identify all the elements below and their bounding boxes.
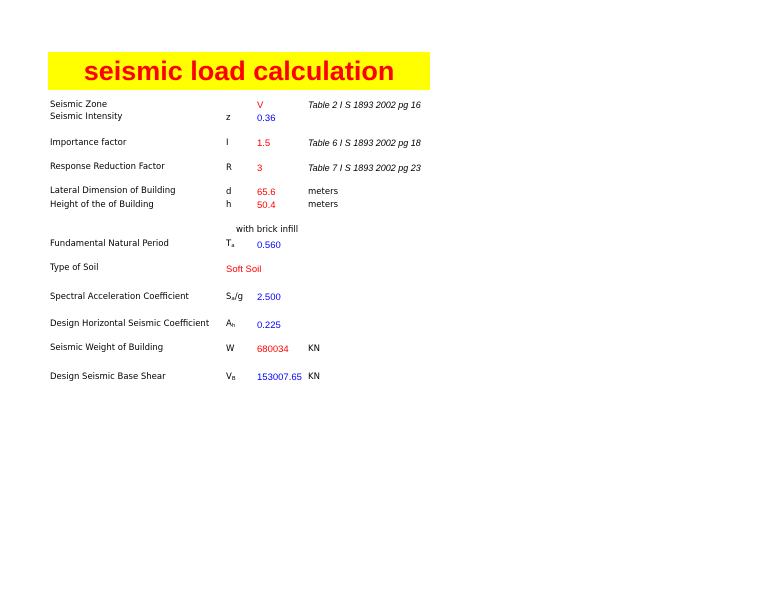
importance-factor-label: Importance factor bbox=[50, 138, 127, 148]
page-title: seismic load calculation bbox=[83, 55, 395, 86]
seismic-weight-value[interactable]: 680034 bbox=[257, 344, 289, 355]
base-shear-unit: KN bbox=[308, 372, 320, 382]
seismic-intensity-label: Seismic Intensity bbox=[50, 112, 123, 122]
importance-factor-reference: Table 6 I S 1893 2002 pg 18 bbox=[308, 138, 421, 148]
importance-factor-value[interactable]: 1.5 bbox=[257, 138, 271, 149]
seismic-zone-label: Seismic Zone bbox=[50, 100, 108, 110]
building-height-label: Height of the of Building bbox=[50, 200, 154, 210]
brick-infill-note: with brick infill bbox=[236, 225, 299, 235]
natural-period-value: 0.560 bbox=[257, 240, 281, 251]
soil-type-value[interactable]: Soft Soil bbox=[226, 264, 262, 275]
base-shear-value: 153007.65 bbox=[257, 372, 302, 383]
soil-type-label: Type of Soil bbox=[50, 263, 99, 273]
horizontal-coefficient-value: 0.225 bbox=[257, 320, 281, 331]
seismic-intensity-value: 0.36 bbox=[257, 113, 276, 124]
horizontal-coefficient-symbol: $A_h$ bbox=[226, 319, 236, 329]
building-height-value[interactable]: 50.4 bbox=[257, 200, 276, 211]
importance-factor-symbol: I bbox=[226, 138, 229, 148]
seismic-weight-label: Seismic Weight of Building bbox=[50, 343, 164, 353]
base-shear-symbol: $V_B$ bbox=[226, 372, 236, 382]
seismic-intensity-symbol: z bbox=[226, 113, 231, 123]
lateral-dimension-label: Lateral Dimension of Building bbox=[50, 186, 176, 196]
spectral-acceleration-symbol: $S_a/g$ bbox=[226, 292, 244, 302]
horizontal-coefficient-label: Design Horizontal Seismic Coefficient bbox=[50, 319, 210, 329]
natural-period-label: Fundamental Natural Period bbox=[50, 239, 169, 249]
building-height-unit: meters bbox=[308, 200, 338, 210]
building-height-symbol: h bbox=[226, 200, 232, 210]
seismic-weight-unit: KN bbox=[308, 344, 320, 354]
response-reduction-label: Response Reduction Factor bbox=[50, 162, 165, 172]
response-reduction-value[interactable]: 3 bbox=[257, 163, 263, 174]
response-reduction-reference: Table 7 I S 1893 2002 pg 23 bbox=[308, 163, 421, 173]
spectral-acceleration-value: 2.500 bbox=[257, 292, 281, 303]
response-reduction-symbol: R bbox=[226, 163, 232, 173]
spectral-acceleration-label: Spectral Acceleration Coefficient bbox=[50, 292, 189, 302]
lateral-dimension-value[interactable]: 65.6 bbox=[257, 187, 276, 198]
lateral-dimension-unit: meters bbox=[308, 187, 338, 197]
lateral-dimension-symbol: d bbox=[226, 187, 232, 197]
natural-period-symbol: $T_a$ bbox=[226, 239, 235, 249]
title-banner bbox=[48, 52, 430, 90]
seismic-zone-reference: Table 2 I S 1893 2002 pg 16 bbox=[308, 100, 421, 110]
seismic-zone-value[interactable]: V bbox=[257, 100, 264, 111]
base-shear-label: Design Seismic Base Shear bbox=[50, 372, 166, 382]
seismic-weight-symbol: W bbox=[226, 344, 235, 354]
